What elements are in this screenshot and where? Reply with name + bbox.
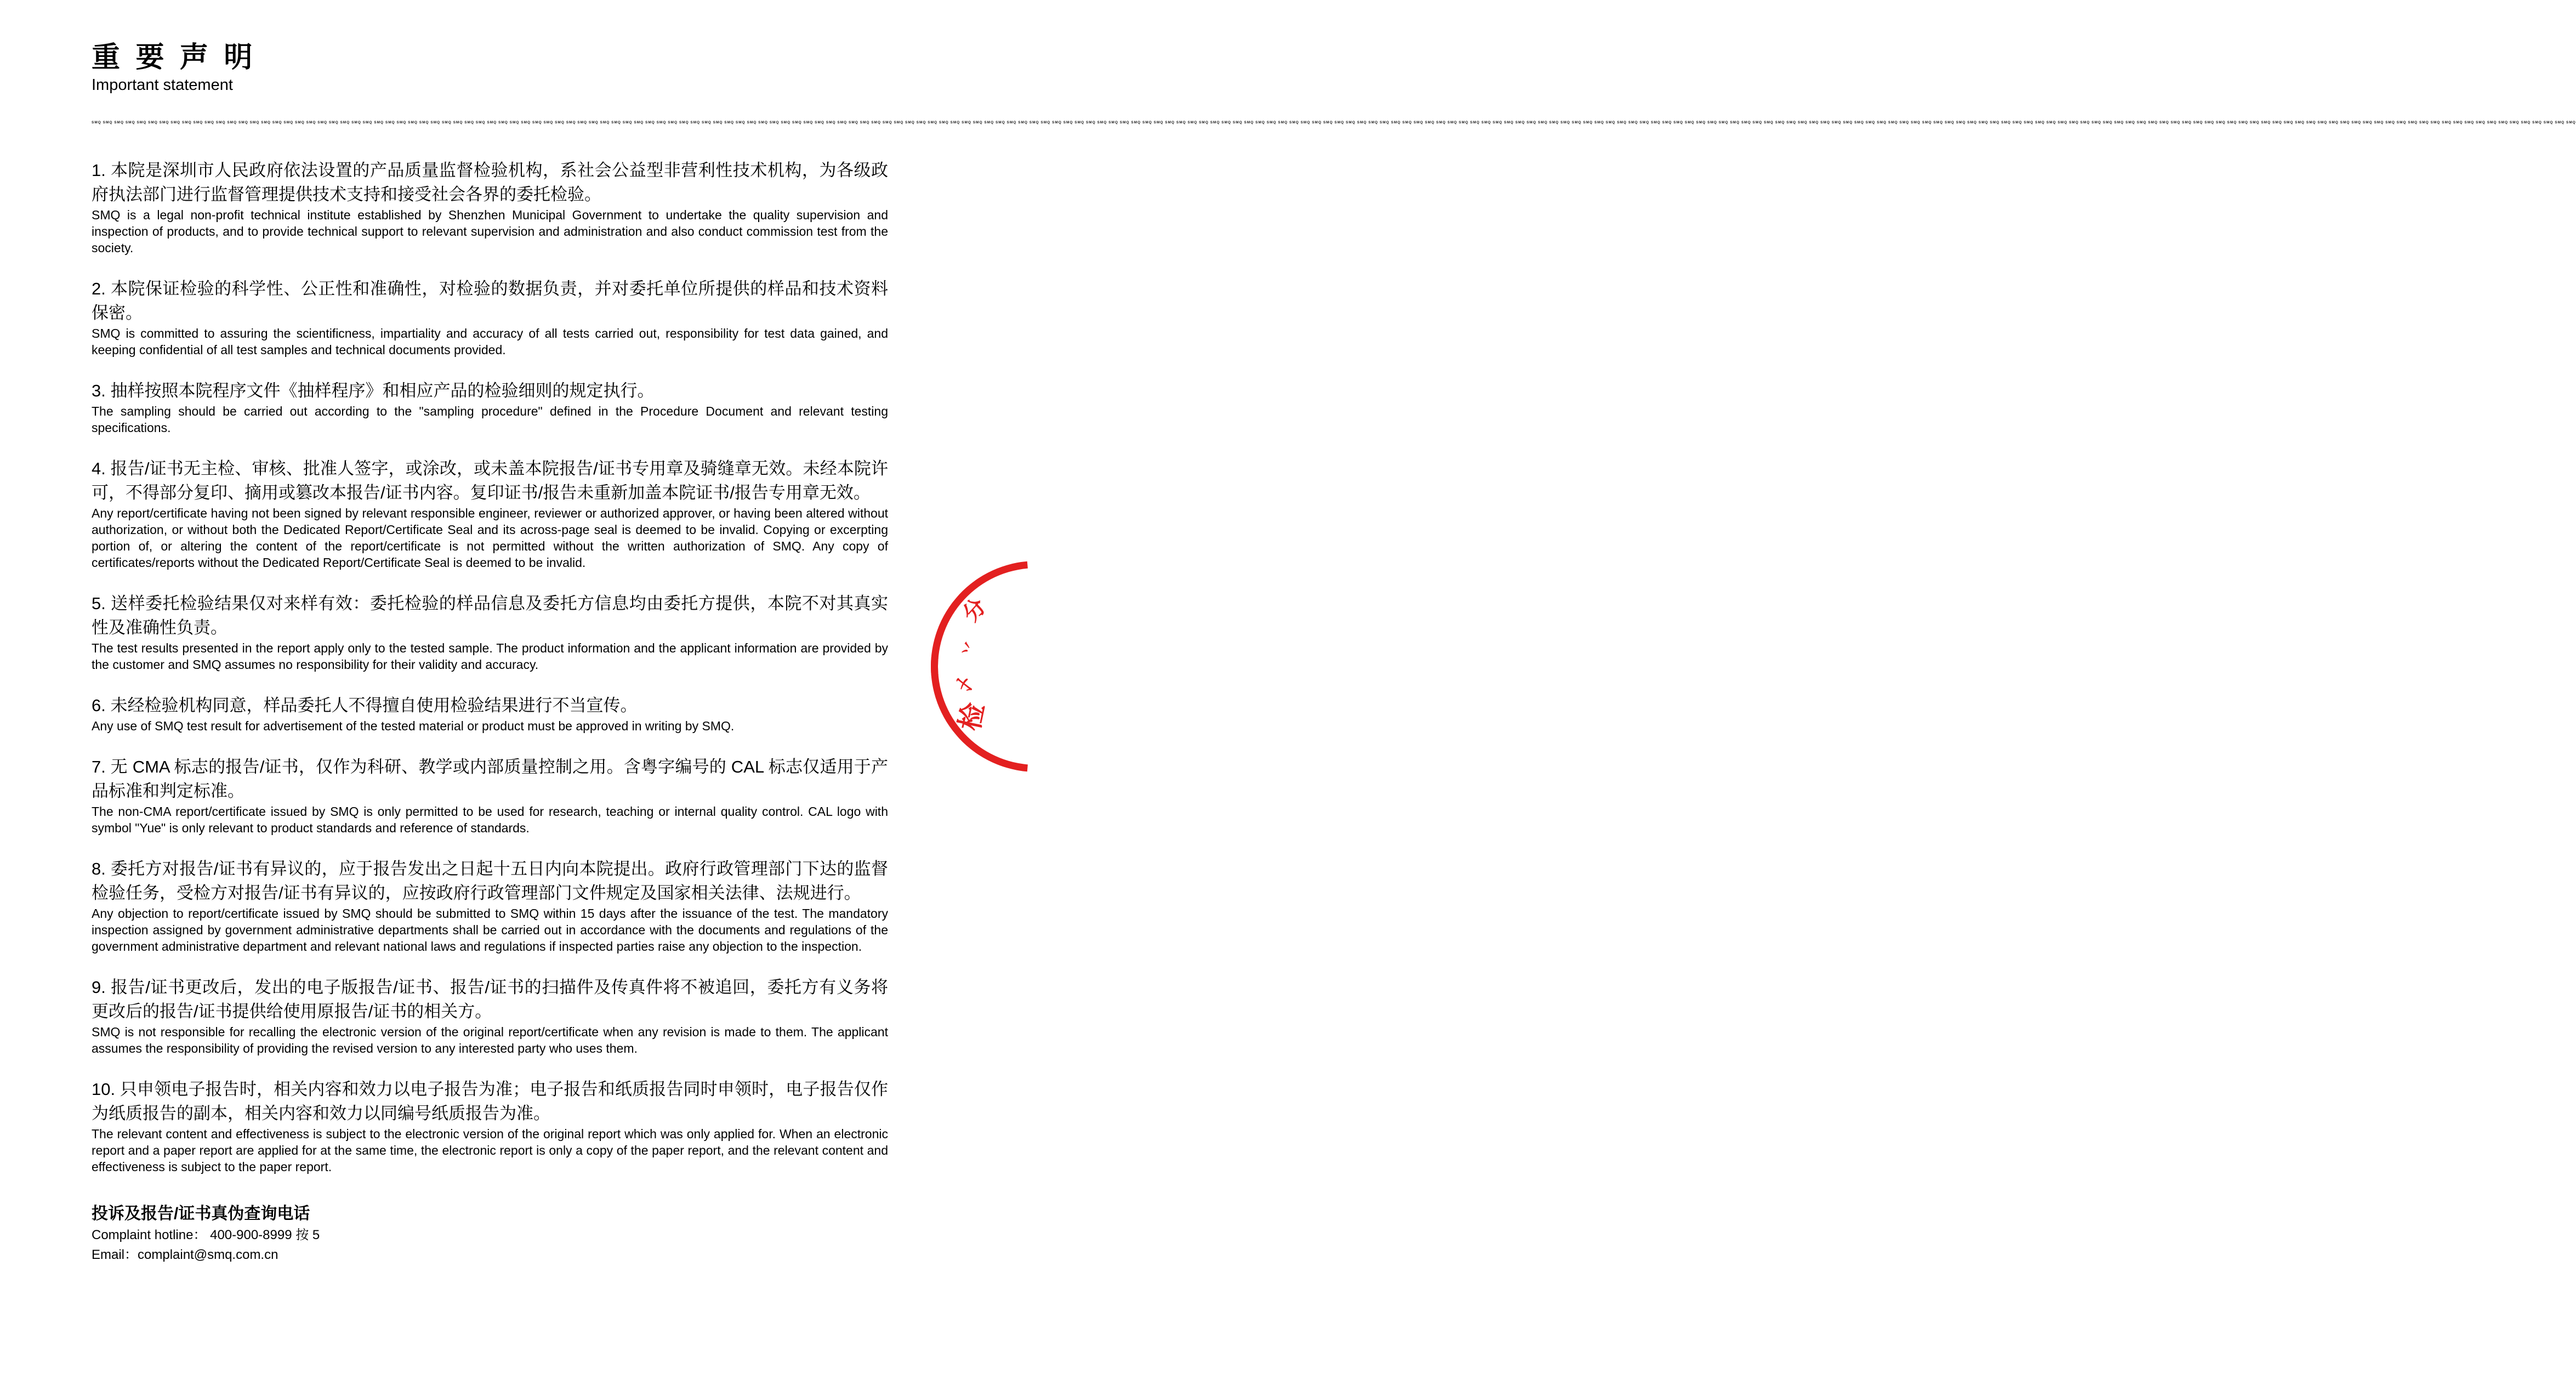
complaint-email: Email：complaint@smq.com.cn [92,1247,278,1263]
statement-text-en: Any report/certificate having not been signed by relevant responsible engineer, reviewer or authorized approver, or having been altered without authorization, or without both the Dedicated Report/Certificate Seal and its across-page seal is deemed to be invalid. Copying or excerpting portion of, or altering the content of the report/certificate is not permitted without the written authorization of SMQ. Any copy of certificates/reports without the Dedicated Report/Certificate Seal is deemed to be invalid. [92,506,888,570]
statement-item-7 [92,755,888,836]
statement-text-zh: 6. 未经检验机构同意，样品委托人不得擅自使用检验结果进行不当宣传。 [92,696,638,716]
seal-glyph: 检 [954,700,990,734]
seal-glyph: 乄 [955,674,975,693]
statement-text-en: The sampling should be carried out according to the "sampling procedure" defined in the Procedure Document and relevant testing specifications. [92,404,888,435]
statement-text-en: The non-CMA report/certificate issued by SMQ is only permitted to be used for research, teaching or internal quality control. CAL logo with symbol "Yue" is only relevant to product standards and reference of standards. [92,804,888,836]
statement-text-zh: 5. 送样委托检验结果仅对来样有效：委托检验的样品信息及委托方信息均由委托方提供，本院不对其真实性及准确性负责。 [92,594,888,638]
statement-text-zh: 9. 报告/证书更改后，发出的电子版报告/证书、报告/证书的扫描件及传真件将不被追回，委托方有义务将更改后的报告/证书提供给使用原报告/证书的相关方。 [92,978,888,1021]
statement-item-10 [92,1077,888,1175]
seal-glyph: 丷 [956,638,979,660]
statement-item-9 [92,975,888,1057]
statement-text-en: SMQ is committed to assuring the scientificness, impartiality and accuracy of all tests carried out, responsibility for test data gained, and keeping confidential of all test samples and technical documents provided. [92,326,888,357]
smq-microtext-divider: SMQ SMQ SMQ SMQ SMQ SMQ SMQ SMQ SMQ SMQ SMQ SMQ SMQ SMQ SMQ SMQ SMQ SMQ SMQ SMQ SMQ SMQ SMQ SMQ SMQ SMQ SMQ SMQ SMQ SMQ SMQ SMQ SMQ SMQ SMQ SMQ SMQ SMQ SMQ SMQ SMQ SMQ SMQ SMQ SMQ SMQ SMQ SMQ SMQ SMQ SMQ SMQ SMQ SMQ SMQ SMQ SMQ SMQ SMQ SMQ SMQ SMQ SMQ SMQ SMQ SMQ SMQ SMQ SMQ SMQ SMQ SMQ SMQ SMQ SMQ SMQ SMQ SMQ SMQ SMQ SMQ SMQ SMQ SMQ SMQ SMQ SMQ SMQ SMQ SMQ SMQ SMQ SMQ SMQ SMQ SMQ SMQ SMQ SMQ SMQ SMQ SMQ SMQ SMQ SMQ SMQ SMQ SMQ SMQ SMQ SMQ SMQ SMQ SMQ SMQ SMQ SMQ SMQ SMQ SMQ SMQ SMQ SMQ SMQ SMQ SMQ SMQ SMQ SMQ SMQ SMQ SMQ SMQ SMQ SMQ SMQ SMQ SMQ SMQ SMQ SMQ SMQ SMQ SMQ SMQ SMQ SMQ SMQ SMQ SMQ SMQ SMQ SMQ SMQ SMQ SMQ SMQ SMQ SMQ SMQ SMQ SMQ SMQ SMQ SMQ SMQ SMQ SMQ SMQ SMQ SMQ SMQ SMQ SMQ SMQ SMQ SMQ SMQ SMQ SMQ SMQ SMQ SMQ SMQ SMQ SMQ SMQ SMQ SMQ SMQ SMQ SMQ SMQ SMQ SMQ SMQ SMQ SMQ SMQ SMQ SMQ SMQ SMQ SMQ SMQ SMQ SMQ SMQ SMQ SMQ SMQ SMQ SMQ SMQ SMQ SMQ SMQ SMQ SMQ SMQ [92,121,2576,125]
statement-item-4 [92,457,888,571]
statement-text-en: Any use of SMQ test result for advertisement of the tested material or product must be approved in writing by SMQ. [92,719,735,734]
statement-text-en: SMQ is a legal non-profit technical institute established by Shenzhen Municipal Government to undertake the quality supervision and inspection of products, and to provide technical support to relevant supervision and administration and also conduct commission test from the society. [92,208,888,256]
complaint-contact-block [92,1202,888,1265]
seal-glyph: 分 [958,594,991,627]
statement-item-6 [92,694,888,734]
statement-text-zh: 8. 委托方对报告/证书有异议的，应于报告发出之日起十五日内向本院提出。政府行政管理部门下达的监督检验任务，受检方对报告/证书有异议的，应按政府行政管理部门文件规定及国家相关法律、法规进行。 [92,859,888,903]
statement-item-3 [92,379,888,436]
statement-text-zh: 2. 本院保证检验的科学性、公正性和准确性，对检验的数据负责，并对委托单位所提供的样品和技术资料保密。 [92,279,888,323]
page-header [92,41,888,94]
statement-text-zh: 10. 只申领电子报告时，相关内容和效力以电子报告为准；电子报告和纸质报告同时申领时，电子报告仅作为纸质报告的副本，相关内容和效力以同编号纸质报告为准。 [92,1080,888,1123]
statement-text-en: The test results presented in the report apply only to the tested sample. The product information and the applicant information are provided by the customer and SMQ assumes no responsibility for their validity and accuracy. [92,641,888,672]
page-subtitle: Important statement [92,76,233,94]
statement-list [92,158,888,1175]
statement-text-en: SMQ is not responsible for recalling the electronic version of the original report/certificate when any revision is made to them. The applicant assumes the responsibility of providing the revised version to any interested party who uses them. [92,1025,888,1056]
statement-text-en: The relevant content and effectiveness is subject to the electronic version of the original report which was only applied for. When an electronic report and a paper report are applied for at the same time, the electronic report is only a copy of the paper report, and the relevant content and effectiveness is subject to the paper report. [92,1127,888,1174]
statement-text-zh: 4. 报告/证书无主检、审核、批准人签字，或涂改，或未盖本院报告/证书专用章及骑缝章无效。未经本院许可，不得部分复印、摘用或篡改本报告/证书内容。复印证书/报告未重新加盖本院证书/报告专用章无效。 [92,459,888,503]
complaint-hotline: Complaint hotline： 400-900-8999 按 5 [92,1228,320,1243]
statement-text-zh: 1. 本院是深圳市人民政府依法设置的产品质量监督检验机构，系社会公益型非营利性技术机构，为各级政府执法部门进行监督管理提供技术支持和接受社会各界的委托检验。 [92,161,888,205]
statement-item-5 [92,592,888,673]
statement-item-8 [92,857,888,955]
statement-text-zh: 3. 抽样按照本院程序文件《抽样程序》和相应产品的检验细则的规定执行。 [92,381,655,401]
statement-text-en: Any objection to report/certificate issued by SMQ should be submitted to SMQ within 15 days after the issuance of the test. The mandatory inspection assigned by government administrative departments shall be carried out in accordance with the documents and regulations of the government administrative department and relevant national laws and regulations if inspected parties raise any objection to the inspection. [92,906,888,954]
statement-text-zh: 7. 无 CMA 标志的报告/证书，仅作为科研、教学或内部质量控制之用。含粤字编号的 CAL 标志仅适用于产品标准和判定标准。 [92,757,888,801]
statement-item-2 [92,277,888,358]
statement-item-1 [92,158,888,256]
page-title: 重 要 声 明 [92,42,257,73]
complaint-heading: 投诉及报告/证书真伪查询电话 [92,1205,310,1223]
